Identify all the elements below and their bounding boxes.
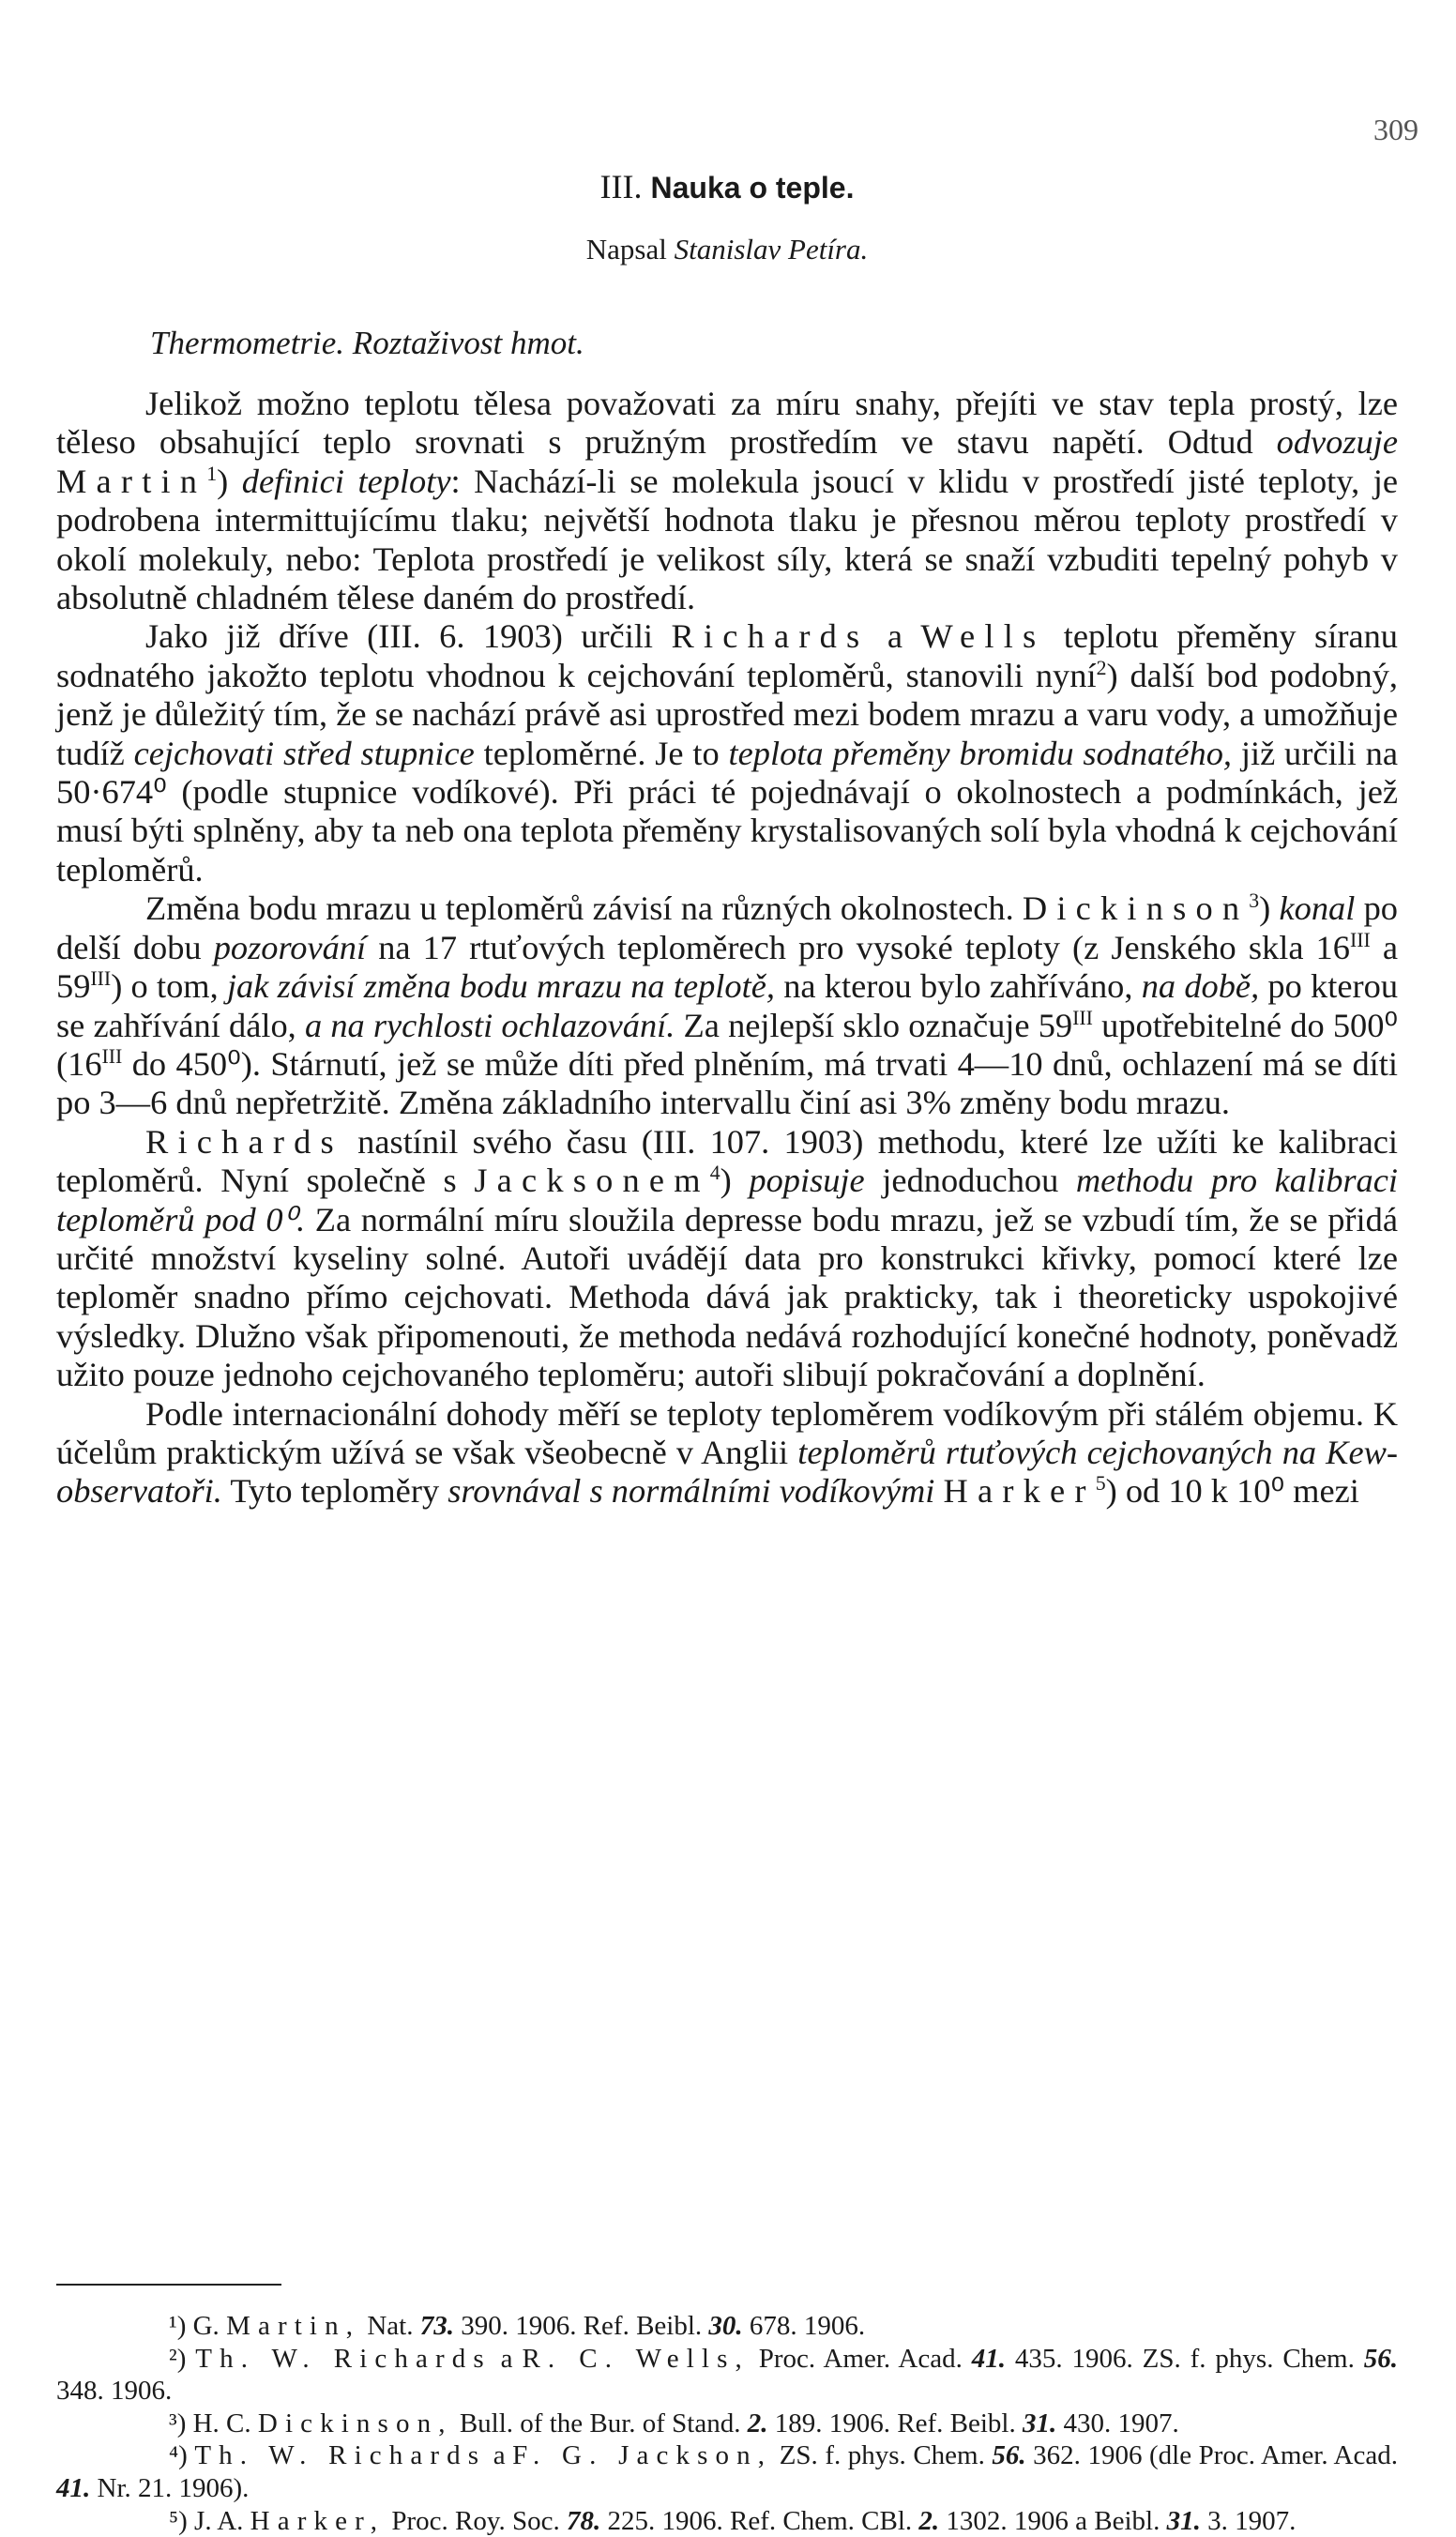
volume: 73. xyxy=(419,2311,454,2341)
volume: 78. xyxy=(566,2505,601,2536)
text: Jako již dříve (III. 6. 1903) určili xyxy=(145,617,672,656)
emphasis: a na rychlosti ochlazování. xyxy=(304,1006,675,1044)
author-name: Stanislav Petíra. xyxy=(674,233,869,266)
text: nastínil svého času (III. 107. 1903) methodu, které lze užíti ke kalibraci teploměrů. Nyní společně s xyxy=(56,1122,1398,1200)
text: 225. 1906. Ref. Chem. CBl. xyxy=(600,2505,919,2536)
chapter-number: III. xyxy=(599,168,643,205)
paragraph-4 xyxy=(56,1123,1398,1395)
emphasis: jak závisí změna bodu mrazu na teplotě, xyxy=(226,967,775,1006)
emphasis: pozorování xyxy=(213,928,367,966)
text: 362. 1906 (dle Proc. Amer. Acad. xyxy=(1025,2440,1398,2471)
text: teploměrné. Je to xyxy=(474,734,729,772)
text: ) xyxy=(720,1162,750,1200)
emphasis: teplota přeměny bromidu sodnatého, xyxy=(728,734,1233,772)
author-name-spaced: Wells xyxy=(920,617,1046,656)
author-name-spaced: Martin, xyxy=(226,2311,361,2341)
text: a xyxy=(491,2343,523,2374)
text: ) o tom, xyxy=(111,967,227,1006)
text: Podle internacionální dohody měří se teploty teploměrem vodíkovým při stálém objemu. K účelům praktickým užívá se však všeobecně v Anglii xyxy=(56,1394,1398,1471)
text: J. A. xyxy=(194,2505,250,2536)
volume: 2. xyxy=(747,2408,768,2438)
chapter-title xyxy=(56,167,1398,206)
volume: 31. xyxy=(1166,2505,1201,2536)
footnotes xyxy=(56,2310,1398,2537)
text: 390. 1906. Ref. Beibl. xyxy=(453,2311,709,2341)
footnote-marker: ²) xyxy=(169,2343,196,2374)
text: a 59 xyxy=(56,928,1399,1006)
body-text xyxy=(56,385,1398,1512)
emphasis: odvozuje xyxy=(1276,423,1398,462)
text: a xyxy=(869,617,921,656)
text: 348. 1906. xyxy=(56,2376,173,2407)
text: Nr. 21. 1906). xyxy=(90,2472,250,2503)
emphasis: popisuje xyxy=(749,1162,865,1200)
superscript: III xyxy=(90,966,112,990)
text: 430. 1907. xyxy=(1056,2408,1179,2438)
footnote-ref[interactable]: 4 xyxy=(709,1162,720,1184)
author-name-spaced: Harker xyxy=(943,1472,1096,1511)
text: jednoduchou xyxy=(864,1162,1076,1200)
emphasis: teploměrů rtuťových cejchovaných na Kew-observatoři. xyxy=(56,1433,1399,1511)
text: upotřebitelné do 500⁰ (16 xyxy=(56,1006,1398,1083)
paragraph-3 xyxy=(56,889,1398,1122)
footnote-marker: ³) xyxy=(169,2408,193,2438)
text: 189. 1906. Ref. Beibl. xyxy=(767,2408,1023,2438)
footnote-divider xyxy=(56,2284,281,2286)
text: G. xyxy=(192,2311,227,2341)
text: 3. 1907. xyxy=(1200,2505,1297,2536)
text: Změna bodu mrazu u teploměrů závisí na různých okolnostech. xyxy=(145,889,1023,928)
author-name-spaced: Richards xyxy=(145,1122,343,1161)
chapter-name: Nauka o teple. xyxy=(650,171,855,205)
text: Bull. of the Bur. of Stand. xyxy=(452,2408,748,2438)
text: 1302. 1906 a Beibl. xyxy=(939,2505,1167,2536)
section-title: Thermometrie. Roztaživost hmot. xyxy=(150,325,584,361)
text: teplotu přeměny síranu sodnatého jakožto teplotu vhodnou k cejchování teploměrů, stanovili nyní xyxy=(56,617,1398,694)
text: : Nachází-li se molekula jsoucí v klidu v prostředí jisté teploty, je podrobena intermittujícímu tlaku; největší hodnota tlaku je přesnou měrou teploty prostředí v okolí molekuly, nebo: Teplota prostředí je velikost síly, která se snaží vzbuditi tepelný pohyb v absolutně chladném tělese daném do prostředí. xyxy=(56,462,1399,617)
author-name-spaced: Jacksonem xyxy=(474,1162,710,1200)
text: Tyto teploměry xyxy=(221,1472,448,1511)
paragraph-5 xyxy=(56,1395,1398,1512)
author-name-spaced: F. G. Jackson, xyxy=(512,2440,773,2471)
author-line xyxy=(56,233,1398,266)
text: po delší dobu xyxy=(56,889,1398,966)
paragraph-2 xyxy=(56,617,1398,889)
text: Proc. Amer. Acad. xyxy=(749,2343,972,2374)
footnote-ref[interactable]: 2 xyxy=(1096,656,1107,679)
footnote-marker: ⁵) xyxy=(169,2505,195,2536)
footnote-3 xyxy=(56,2408,1398,2440)
emphasis: na době, xyxy=(1141,967,1260,1006)
text: ZS. f. phys. Chem. xyxy=(772,2440,993,2471)
text: H. C. xyxy=(192,2408,258,2438)
volume: 31. xyxy=(1022,2408,1057,2438)
text: ) xyxy=(217,462,242,500)
footnote-2 xyxy=(56,2343,1398,2408)
volume: 41. xyxy=(971,2343,1006,2374)
author-name-spaced: Harker, xyxy=(250,2505,386,2536)
footnote-4 xyxy=(56,2439,1398,2504)
volume: 56. xyxy=(992,2440,1026,2471)
text: již určili na 50·674⁰ (podle stupnice vodíkové). Při práci té pojednávají o okolnostech a podmínkách, jež musí býti splněny, aby ta neb ona teplota přeměny krystalisovaných solí byla vhodná k cejchování teploměrů. xyxy=(56,734,1399,889)
author-name-spaced: Th. W. Richards xyxy=(195,2343,492,2374)
emphasis: cejchovati střed stupnice xyxy=(133,734,475,772)
author-name-spaced: Martin xyxy=(56,462,207,500)
volume: 41. xyxy=(56,2472,91,2503)
footnote-ref[interactable]: 5 xyxy=(1095,1472,1106,1496)
text: do 450⁰). Stárnutí, jež se může díti před plněním, má trvati 4—10 dnů, ochlazení má se díti po 3—6 dnů nepřetržitě. Změna základního intervallu činí asi 3% změny bodu mrazu. xyxy=(56,1044,1398,1122)
footnote-marker: ¹) xyxy=(169,2311,193,2341)
text: Jelikož možno teplotu tělesa považovati za míru snahy, přejíti ve stav tepla prostý, lze těleso obsahující teplo srovnati s pružným prostředím ve stavu napětí. Odtud xyxy=(56,385,1398,462)
volume: 56. xyxy=(1363,2343,1398,2374)
text: po kterou se zahřívání dálo, xyxy=(56,967,1399,1044)
author-name-spaced: Dickinson, xyxy=(257,2408,453,2438)
text: ) další bod podobný, jenž je důležitý tím, že se nachází právě asi uprostřed mezi bodem mrazu a varu vody, a umožňuje tudíž xyxy=(56,656,1398,772)
text: na 17 rtuťových teploměrech pro vysoké teploty (z Jenského skla 16 xyxy=(366,928,1350,966)
footnote-ref[interactable]: 1 xyxy=(206,462,218,485)
footnote-ref[interactable]: 3 xyxy=(1249,889,1260,913)
text: na kterou bylo zahříváno, xyxy=(774,967,1142,1006)
footnote-5 xyxy=(56,2505,1398,2537)
text: Proc. Roy. Soc. xyxy=(385,2505,567,2536)
text: ) xyxy=(1259,889,1280,928)
author-prefix: Napsal xyxy=(585,233,675,266)
superscript: III xyxy=(1349,928,1371,951)
text: Za nejlepší sklo označuje 59 xyxy=(675,1006,1073,1044)
text: a xyxy=(486,2440,513,2471)
text: Za normální míru sloužila depresse bodu mrazu, jež se vzbudí tím, že se přidá určité množství kyseliny solné. Autoři uvádějí data pro konstrukci křivky, pomocí které lze teploměr snadno přímo cejchovati. Methoda dává jak prakticky, tak i theoreticky uspokojivé výsledky. Dlužno však připomenouti, že methoda nedává rozhodující konečné hodnoty, poněvadž užito pouze jednoho cejchovaného teploměru; autoři slibují pokračování a doplnění. xyxy=(56,1200,1398,1394)
text: 678. 1906. xyxy=(742,2311,866,2341)
author-name-spaced: Dickinson xyxy=(1022,889,1250,928)
text: 435. 1906. ZS. f. phys. Chem. xyxy=(1006,2343,1364,2374)
author-name-spaced: Richards xyxy=(671,617,870,656)
author-name-spaced: Th. W. Richards xyxy=(194,2440,487,2471)
author-name-spaced: R. C. Wells, xyxy=(522,2343,750,2374)
volume: 30. xyxy=(708,2311,743,2341)
emphasis: definici teploty xyxy=(241,462,451,500)
paragraph-1 xyxy=(56,385,1398,617)
text: Nat. xyxy=(360,2311,420,2341)
superscript: III xyxy=(1072,1006,1093,1029)
footnote-1 xyxy=(56,2310,1398,2343)
superscript: III xyxy=(101,1044,123,1068)
page-number: 309 xyxy=(1373,113,1418,146)
emphasis: methodu pro kalibraci teploměrů pod 0⁰. xyxy=(56,1162,1399,1238)
emphasis: konal xyxy=(1279,889,1356,928)
emphasis: srovnával s normálními vodíkovými xyxy=(447,1472,935,1511)
volume: 2. xyxy=(918,2505,940,2536)
text: ) od 10 k 10⁰ mezi xyxy=(1105,1472,1359,1511)
footnote-marker: ⁴) xyxy=(169,2440,195,2471)
text xyxy=(934,1472,943,1510)
